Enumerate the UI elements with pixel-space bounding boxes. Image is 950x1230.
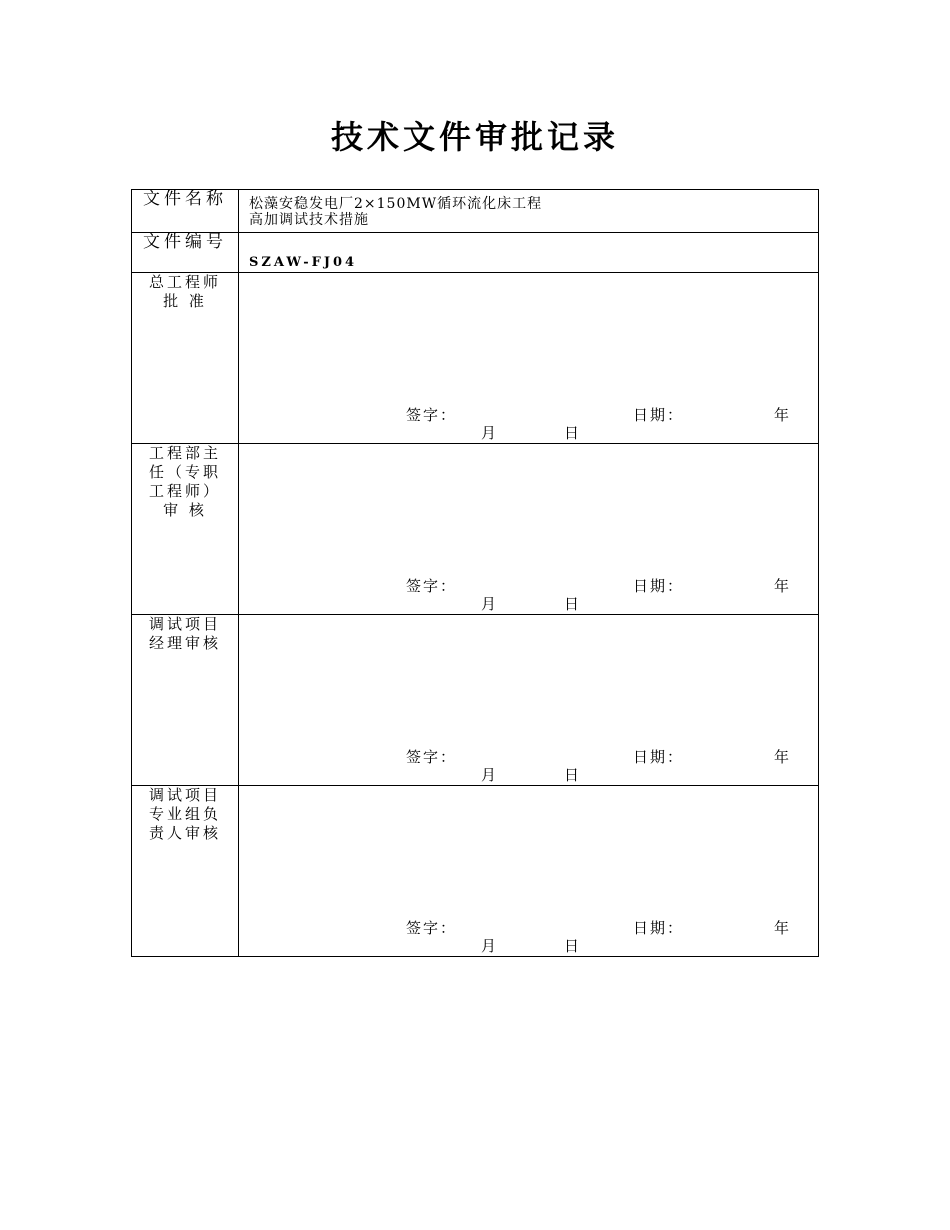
file-code-label: 文件编号 (132, 233, 239, 273)
day-label: 日 (564, 937, 582, 955)
approval-label-line: 工程部主 (148, 444, 221, 462)
approval-label-line: 审 核 (163, 501, 207, 519)
day-label: 日 (564, 424, 582, 442)
approval-label (132, 615, 239, 786)
date-label: 日期： (633, 577, 685, 595)
year-label: 年 (774, 919, 792, 937)
sign-label: 签字： (406, 406, 458, 424)
approval-label-line: 经理审核 (148, 634, 221, 652)
approval-label-line: 总工程师 (148, 273, 221, 291)
file-name-row (132, 190, 819, 233)
sign-label: 签字： (406, 577, 458, 595)
day-label: 日 (564, 595, 582, 613)
approval-signature-cell[interactable] (239, 615, 819, 786)
year-label: 年 (774, 406, 792, 424)
approval-label-line: 调试项目 (148, 786, 221, 804)
file-name-value (239, 190, 818, 228)
approval-label (132, 273, 239, 444)
approval-row-engineering-dept (132, 444, 819, 615)
month-label: 月 (481, 424, 499, 442)
file-name-label: 文件名称 (132, 190, 239, 233)
date-label: 日期： (633, 919, 685, 937)
file-code-value: SZAW-FJ04 (249, 255, 358, 270)
approval-row-chief-engineer (132, 273, 819, 444)
year-label: 年 (774, 577, 792, 595)
file-code-value-cell (239, 233, 819, 273)
approval-signature-cell[interactable] (239, 273, 819, 444)
month-label: 月 (481, 595, 499, 613)
approval-label-line: 批 准 (163, 292, 207, 310)
approval-label-line: 专业组负 (148, 805, 221, 823)
month-label: 月 (481, 766, 499, 784)
sign-label: 签字： (406, 919, 458, 937)
date-label: 日期： (633, 406, 685, 424)
approval-row-project-manager (132, 615, 819, 786)
date-label: 日期： (633, 748, 685, 766)
file-name-line1: 松藻安稳发电厂2×150MW循环流化床工程 (249, 196, 543, 212)
page-title: 技术文件审批记录 (330, 118, 619, 156)
sign-label: 签字： (406, 748, 458, 766)
file-name-line2: 高加调试技术措施 (249, 212, 369, 228)
approval-label-line: 工程师） (148, 482, 221, 500)
day-label: 日 (564, 766, 582, 784)
approval-signature-cell[interactable] (239, 786, 819, 957)
approval-row-group-leader (132, 786, 819, 957)
file-name-value-cell (239, 190, 819, 233)
year-label: 年 (774, 748, 792, 766)
approval-signature-cell[interactable] (239, 444, 819, 615)
approval-form-table (131, 189, 819, 957)
file-code-row (132, 233, 819, 273)
approval-label (132, 444, 239, 615)
approval-label-line: 调试项目 (148, 615, 221, 633)
month-label: 月 (481, 937, 499, 955)
approval-label-line: 责人审核 (148, 824, 221, 842)
approval-label (132, 786, 239, 957)
approval-label-line: 任（专职 (148, 463, 221, 481)
